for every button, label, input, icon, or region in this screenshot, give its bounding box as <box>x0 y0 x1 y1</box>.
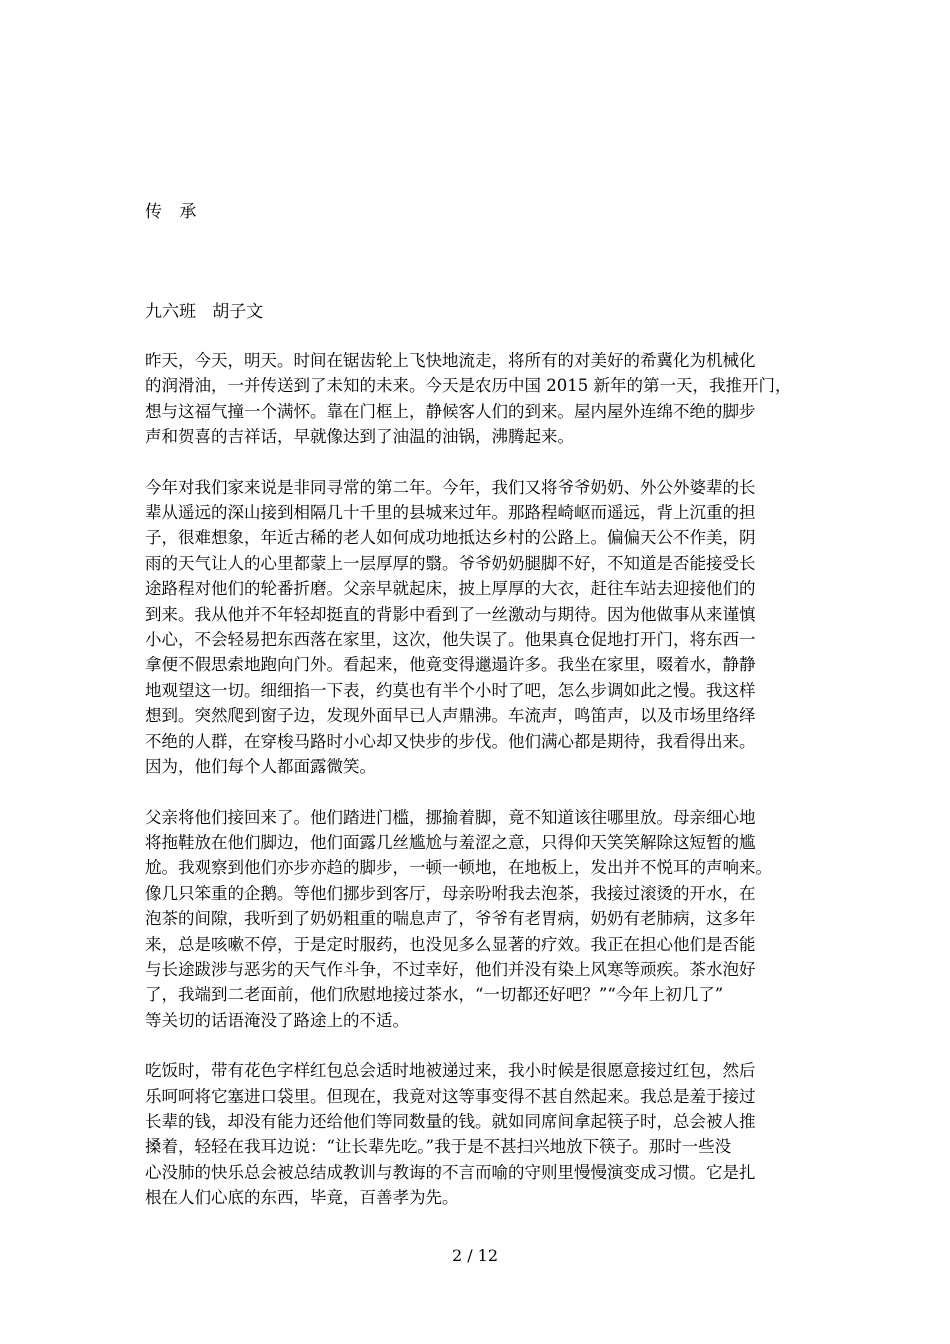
text-line: 等关切的话语淹没了路途上的不适。 <box>145 1010 409 1030</box>
text-line: 泡茶的间隙，我听到了奶奶粗重的喘息声了，爷爷有老胃病，奶奶有老肺病，这多年 <box>145 909 756 929</box>
text-line: 心没肺的快乐总会被总结成教训与教诲的不言而喻的守则里慢慢演变成习惯。它是扎 <box>145 1162 756 1182</box>
text-line: 小心，不会轻易把东西落在家里，这次，他失误了。他果真仓促地打开门，将东西一 <box>145 630 756 650</box>
text-line: 乐呵呵将它塞进口袋里。但现在，我竟对这等事变得不甚自然起来。我总是羞于接过 <box>145 1086 756 1106</box>
text-line: 辈从遥远的深山接到相隔几十千里的县城来过年。那路程崎岖而遥远，背上沉重的担 <box>145 503 756 523</box>
author-line: 九六班 胡子文 <box>145 302 264 322</box>
document-body <box>145 348 805 1236</box>
text-line: 搡着，轻轻在我耳边说：“让长辈先吃。”我于是不甚扫兴地放下筷子。那时一些没 <box>145 1137 732 1157</box>
text-line: 拿便不假思索地跑向门外。看起来，他竟变得邋遢许多。我坐在家里，啜着水，静静 <box>145 655 756 675</box>
text-line: 声和贺喜的吉祥话，早就像达到了油温的油锅，沸腾起来。 <box>145 427 574 447</box>
paragraph-1 <box>145 348 805 450</box>
document-title: 传 承 <box>145 202 203 222</box>
text-line: 来，总是咳嗽不停，于是定时服药，也没见多么显著的疗效。我正在担心他们是否能 <box>145 934 756 954</box>
text-line: 子，很难想象，年近古稀的老人如何成功地抵达乡村的公路上。偏偏天公不作美，阴 <box>145 528 756 548</box>
text-line: 不绝的人群，在穿梭马路时小心却又快步的步伐。他们满心都是期待，我看得出来。 <box>145 731 756 751</box>
text-line: 想到。突然爬到窗子边，发现外面早已人声鼎沸。车流声，鸣笛声，以及市场里络绎 <box>145 706 756 726</box>
text-line: 与长途跋涉与恶劣的天气作斗争，不过幸好，他们并没有染上风寒等顽疾。茶水泡好 <box>145 959 756 979</box>
text-line: 到来。我从他并不年轻却挺直的背影中看到了一丝激动与期待。因为他做事从来谨慎 <box>145 604 756 624</box>
paragraph-3 <box>145 805 805 1034</box>
text-line: 想与这福气撞一个满怀。靠在门框上，静候客人们的到来。屋内屋外连绵不绝的脚步 <box>145 401 756 421</box>
text-line: 昨天，今天，明天。时间在锯齿轮上飞快地流走，将所有的对美好的希冀化为机械化 <box>145 351 756 370</box>
text-line: 今年对我们家来说是非同寻常的第二年。今年，我们又将爷爷奶奶、外公外婆辈的长 <box>145 477 756 497</box>
text-line: 像几只笨重的企鹅。等他们挪步到客厅，母亲吩咐我去泡茶，我接过滚烫的开水，在 <box>145 883 756 903</box>
text-line: 途路程对他们的轮番折磨。父亲早就起床，披上厚厚的大衣，赶往车站去迎接他们的 <box>145 579 756 599</box>
paragraph-2 <box>145 475 805 780</box>
text-line: 根在人们心底的东西，毕竟，百善孝为先。 <box>145 1188 459 1208</box>
text-line: 了，我端到二老面前，他们欣慰地接过茶水，“一切都还好吧？”“今年上初几了” <box>145 985 724 1005</box>
text-line: 尬。我观察到他们亦步亦趋的脚步，一顿一顿地，在地板上，发出并不悦耳的声响来。 <box>145 858 772 878</box>
text-line: 长辈的钱，却没有能力还给他们等同数量的钱。就如同席间拿起筷子时，总会被人推 <box>145 1111 756 1131</box>
text-line: 的润滑油，一并传送到了未知的未来。今天是农历中国 2015 新年的第一天，我推开门， <box>145 376 792 396</box>
text-line: 父亲将他们接回来了。他们踏进门槛，挪揄着脚，竟不知道该往哪里放。母亲细心地 <box>145 807 756 827</box>
text-line: 雨的天气让人的心里都蒙上一层厚厚的翳。爷爷奶奶腿脚不好，不知道是否能接受长 <box>145 553 756 573</box>
text-line: 吃饭时，带有花色字样红包总会适时地被递过来，我小时候是很愿意接过红包，然后 <box>145 1061 756 1081</box>
paragraph-4 <box>145 1058 805 1210</box>
text-line: 因为，他们每个人都面露微笑。 <box>145 757 376 777</box>
text-line: 地观望这一切。细细掐一下表，约莫也有半个小时了吧，怎么步调如此之慢。我这样 <box>145 680 756 700</box>
text-line: 将拖鞋放在他们脚边，他们面露几丝尴尬与羞涩之意，只得仰天笑笑解除这短暂的尴 <box>145 832 756 852</box>
page-number: 2 / 12 <box>451 1246 499 1265</box>
